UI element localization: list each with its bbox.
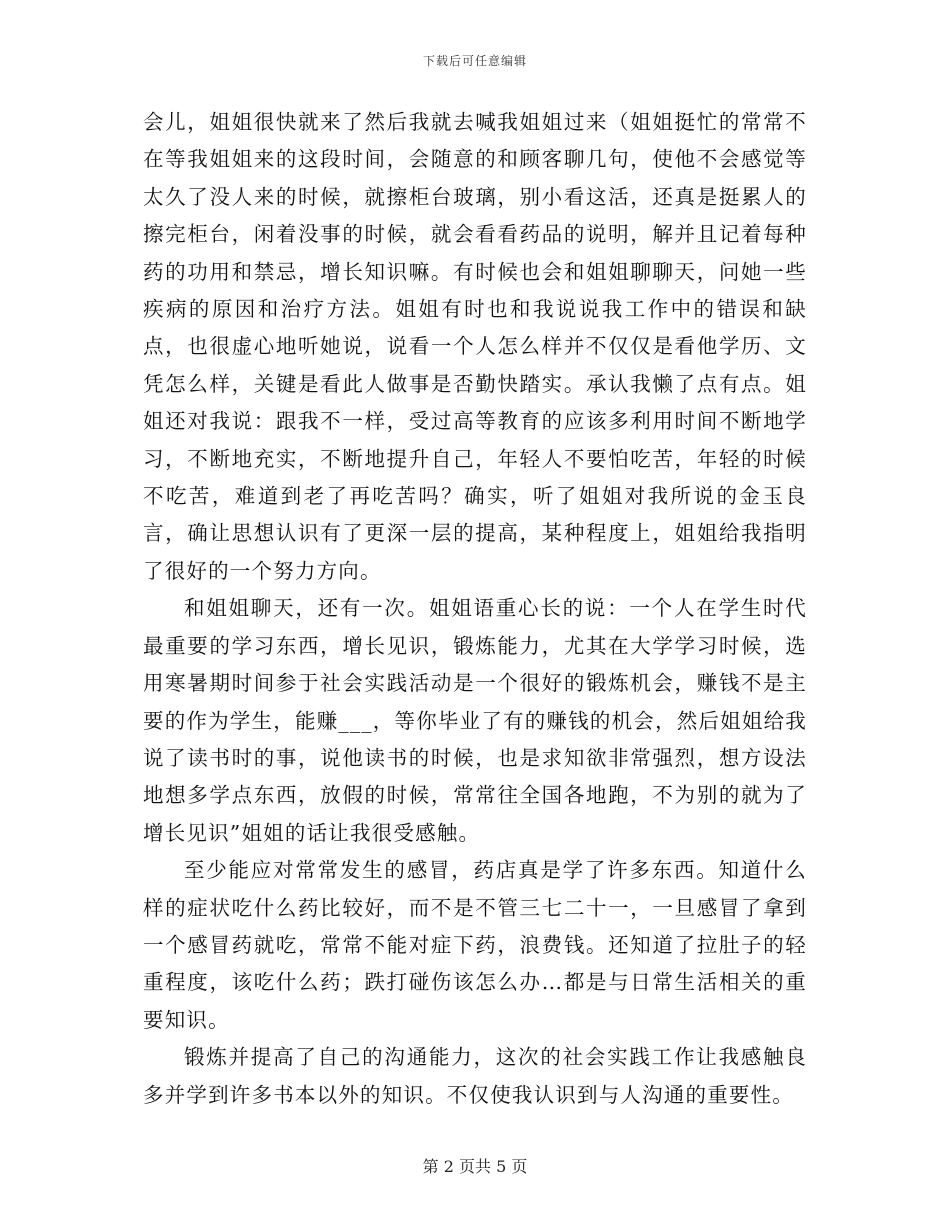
paragraph-1: 会儿，姐姐很快就来了然后我就去喊我姐姐过来（姐姐挺忙的常常不在等我姐姐来的这段时间，会随意的和顾客聊几句，使他不会感觉等太久了没人来的时候，就擦柜台玻璃，别小看这活，还真是挺累人的擦完柜台，闲着没事的时候，就会看看药品的说明，解并且记着每种药的功用和禁忌，增长知识嘛。有时候也会和姐姐聊聊天，问她一些疾病的原因和治疗方法。姐姐有时也和我说说我工作中的错误和缺点，也很虚心地听她说，说看一个人怎么样并不仅仅是看他学历、文凭怎么样，关键是看此人做事是否勤快踏实。承认我懒了点有点。姐姐还对我说：跟我不一样，受过高等教育的应该多利用时间不断地学习，不断地充实，不断地提升自己，年轻人不要怕吃苦，年轻的时候不吃苦，难道到老了再吃苦吗？确实，听了姐姐对我所说的金玉良言，确让思想认识有了更深一层的提高，某种程度上，姐姐给我指明了很好的一个努力方向。 [143,110,807,583]
paragraph-4: 锻炼并提高了自己的沟通能力，这次的社会实践工作让我感触良多并学到许多书本以外的知识。不仅使我认识到与人沟通的重要性。 [143,1045,807,1107]
page-header-note: 下载后可任意编辑 [422,54,527,68]
document-body [143,104,807,1114]
page-number: 第 2 页共 5 页 [422,1157,528,1176]
paragraph-2: 和姐姐聊天，还有一次。姐姐语重心长的说：一个人在学生时代最重要的学习东西，增长见识，锻炼能力，尤其在大学学习时候，选用寒暑期时间参于社会实践活动是一个很好的锻炼机会，赚钱不是主要的作为学生，能赚___，等你毕业了有的赚钱的机会，然后姐姐给我说了读书时的事，说他读书的时候，也是求知欲非常强烈，想方设法地想多学点东西，放假的时候，常常往全国各地跑，不为别的就为了增长见识”姐姐的话让我很受感触。 [143,596,807,845]
paragraph-3: 至少能应对常常发生的感冒，药店真是学了许多东西。知道什么样的症状吃什么药比较好，而不是不管三七二十一，一旦感冒了拿到一个感冒药就吃，常常不能对症下药，浪费钱。还知道了拉肚子的轻重程度，该吃什么药；跌打碰伤该怎么办…都是与日常生活相关的重要知识。 [143,858,807,1032]
